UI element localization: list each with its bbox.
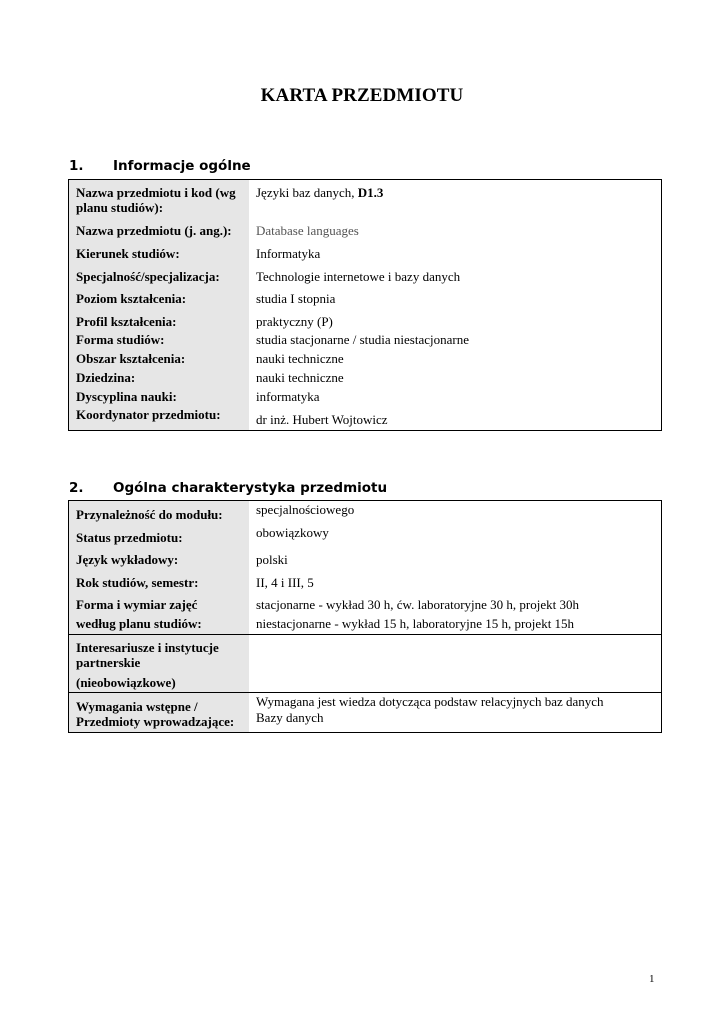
row-value: obowiązkowy (256, 525, 329, 540)
row-label: Obszar kształcenia: (76, 351, 186, 366)
characteristics-table (68, 500, 662, 733)
row-label: Forma i wymiar zajęć (76, 597, 198, 612)
row-label: Język wykładowy: (76, 552, 179, 567)
row-value-line-2: niestacjonarne - wykład 15 h, laboratoryjne 15 h, projekt 15h (256, 616, 575, 631)
document-title: KARTA PRZEDMIOTU (260, 85, 464, 106)
section-1-title: Informacje ogólne (113, 158, 251, 174)
row-value: II, 4 i III, 5 (256, 575, 314, 590)
general-info-table (68, 179, 662, 431)
row-label: Interesariusze i instytucje partnerskie (76, 640, 219, 670)
section-2-title: Ogólna charakterystyka przedmiotu (113, 480, 388, 496)
row-value: nauki techniczne (256, 351, 344, 366)
section-2-heading (69, 480, 387, 496)
row-value: polski (256, 552, 288, 567)
row-value: stacjonarne - wykład 30 h, ćw. laboratoryjne 30 h, projekt 30h (256, 597, 579, 612)
row-value: praktyczny (P) (256, 314, 333, 329)
row-label: Kierunek studiów: (76, 246, 180, 261)
row-label: Forma studiów: (76, 332, 165, 347)
row-label: Rok studiów, semestr: (76, 575, 199, 590)
section-1-heading (69, 158, 251, 174)
row-divider (69, 634, 661, 635)
row-divider (69, 692, 661, 693)
row-value: studia I stopnia (256, 291, 336, 306)
course-name: Języki baz danych, (256, 185, 358, 200)
row-value: Database languages (256, 223, 359, 238)
row-label: Nazwa przedmiotu i kod (wg planu studiów): (76, 185, 236, 215)
row-value: informatyka (256, 389, 320, 404)
section-2-number: 2. (69, 480, 84, 496)
row-value (256, 185, 655, 200)
row-value: nauki techniczne (256, 370, 344, 385)
course-code: D1.3 (357, 185, 384, 200)
section-1-number: 1. (69, 158, 84, 174)
row-label: Przynależność do modułu: (76, 507, 223, 522)
row-label: Wymagania wstępne / Przedmioty wprowadzające: (76, 699, 235, 729)
row-label: Koordynator przedmiotu: (76, 407, 221, 422)
row-value: Informatyka (256, 246, 321, 261)
row-label: Poziom kształcenia: (76, 291, 187, 306)
row-label: Nazwa przedmiotu (j. ang.): (76, 223, 232, 238)
row-value: dr inż. Hubert Wojtowicz (256, 412, 388, 427)
row-label-line-2: według planu studiów: (76, 616, 202, 631)
row-label: Specjalność/specjalizacja: (76, 269, 220, 284)
row-label-line-2: (nieobowiązkowe) (76, 675, 176, 690)
row-value: Wymagana jest wiedza dotycząca podstaw relacyjnych baz danych (256, 694, 604, 709)
row-label: Profil kształcenia: (76, 314, 177, 329)
row-label: Dziedzina: (76, 370, 136, 385)
row-value: Technologie internetowe i bazy danych (256, 269, 461, 284)
row-label: Status przedmiotu: (76, 530, 183, 545)
page-number: 1 (649, 973, 655, 985)
row-value: studia stacjonarne / studia niestacjonarne (256, 332, 469, 347)
row-label: Dyscyplina nauki: (76, 389, 177, 404)
row-value: specjalnościowego (256, 502, 355, 517)
row-value-line-2: Bazy danych (256, 710, 324, 725)
